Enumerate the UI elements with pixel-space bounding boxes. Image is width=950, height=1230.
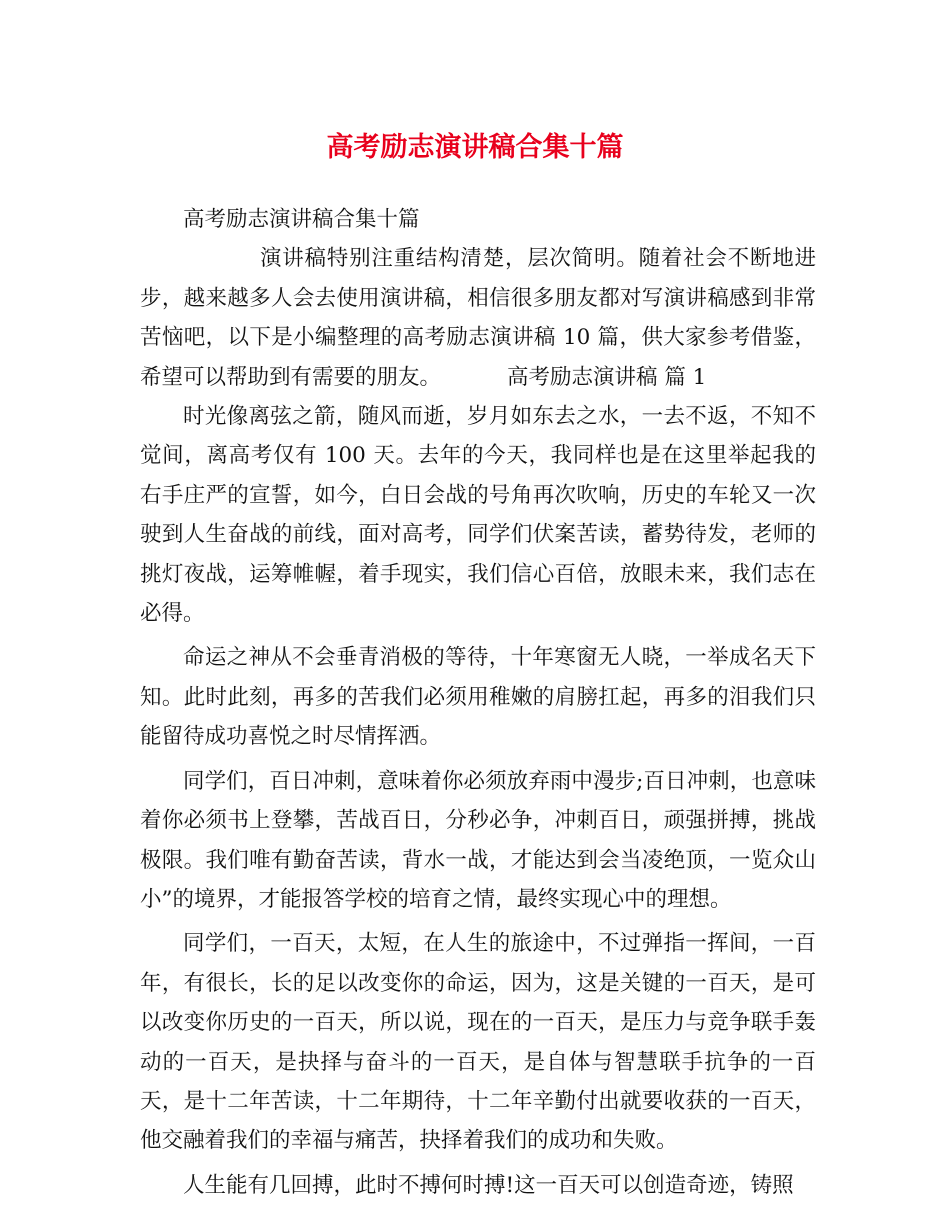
intro-text: 演讲稿特别注重结构清楚，层次简明。随着社会不断地进步，越来越多人会去使用演讲稿，相信很多朋友都对写演讲稿感到非常苦恼吧，以下是小编整理的高考励志演讲稿 10 篇，供大家参考借鉴，希望可以帮助到有需要的朋友。 [140,246,816,390]
document-subtitle: 高考励志演讲稿合集十篇 [183,207,420,232]
intro-paragraph [140,239,816,397]
document-title: 高考励志演讲稿合集十篇 [326,132,624,163]
section-heading: 高考励志演讲稿 篇 1 [507,364,707,390]
body-paragraph: 同学们，一百天，太短，在人生的旅途中，不过弹指一挥间，一百年，有很长，长的足以改变你的命运，因为，这是关键的一百天，是可以改变你历史的一百天，所以说，现在的一百天，是压力与竞争联手轰动的一百天，是抉择与奋斗的一百天，是自体与智慧联手抗争的一百天，是十二年苦读，十二年期待，十二年辛勤付出就要收获的一百天，他交融着我们的幸福与痛苦，抉择着我们的成功和失败。 [140,931,816,1154]
body-paragraph: 时光像离弦之箭，随风而逝，岁月如东去之水，一去不返，不知不觉间，离高考仅有 100 天。去年的今天，我同样也是在这里举起我的右手庄严的宣誓，如今，白日会战的号角再次吹响，历史的车轮又一次驶到人生奋战的前线，面对高考，同学们伏案苦读，蓄势待发，老师的挑灯夜战，运筹帷幄，着手现实，我们信心百倍，放眼未来，我们志在必得。 [140,404,816,627]
body-paragraph: 同学们，百日冲刺，意味着你必须放弃雨中漫步;百日冲刺，也意味着你必须书上登攀，苦战百日，分秒必争，冲刺百日，顽强拼搏，挑战极限。我们唯有勤奋苦读，背水一战，才能达到会当凌绝顶，一览众山小”的境界，才能报答学校的培育之情，最终实现心中的理想。 [140,768,816,912]
document-body [140,200,816,1205]
body-paragraph: 人生能有几回搏，此时不搏何时搏!这一百天可以创造奇迹，铸照 [183,1172,794,1198]
body-paragraph: 命运之神从不会垂青消极的等待，十年寒窗无人晓，一举成名天下知。此时此刻，再多的苦我们必须用稚嫩的肩膀扛起，再多的泪我们只能留待成功喜悦之时尽情挥洒。 [140,645,816,750]
